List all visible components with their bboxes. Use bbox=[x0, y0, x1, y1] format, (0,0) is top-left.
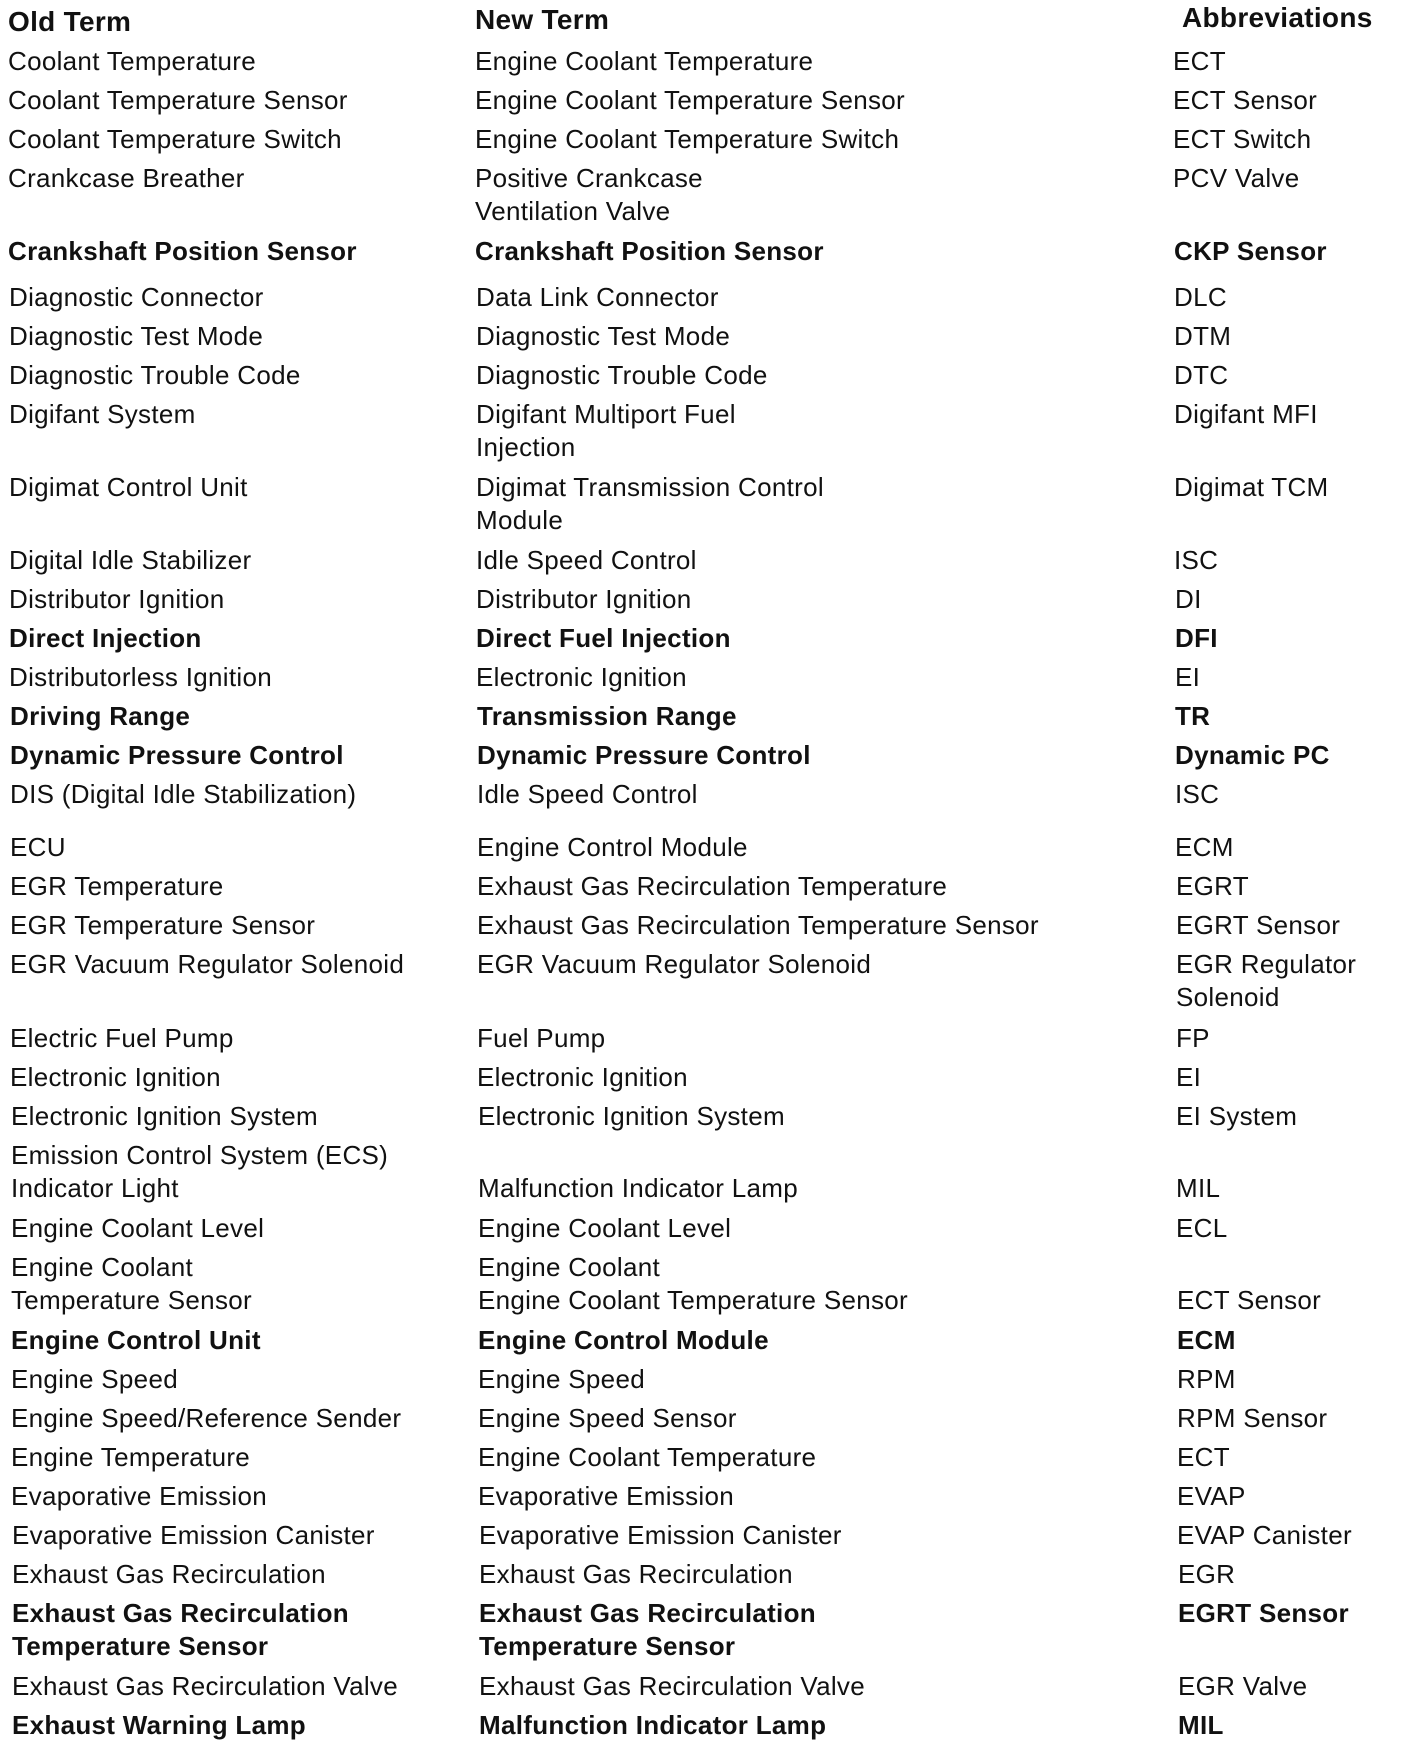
old-term-cell: Coolant Temperature Switch bbox=[8, 124, 342, 154]
old-term-cell: Engine Coolant Level bbox=[11, 1213, 265, 1243]
new-term-cell: Crankshaft Position Sensor bbox=[475, 236, 824, 266]
old-term-cell: DIS (Digital Idle Stabilization) bbox=[10, 779, 357, 809]
old-term-cell: Dynamic Pressure Control bbox=[10, 740, 344, 770]
abbr-term-cell: EI System bbox=[1176, 1101, 1298, 1131]
old-term-cell: Exhaust Gas Recirculation Valve bbox=[12, 1671, 398, 1701]
abbr-term-cell: EI bbox=[1176, 1062, 1202, 1092]
old-term-cell: Digital Idle Stabilizer bbox=[9, 545, 252, 575]
old-term-cell: Electronic Ignition bbox=[10, 1062, 221, 1092]
abbr-term-cell: Solenoid bbox=[1176, 982, 1280, 1012]
new-term-cell: Injection bbox=[476, 432, 576, 462]
old-term-cell: Crankshaft Position Sensor bbox=[8, 236, 357, 266]
old-term-cell: Diagnostic Connector bbox=[9, 282, 264, 312]
old-term-cell: Distributor Ignition bbox=[9, 584, 225, 614]
old-term-cell: Engine Coolant bbox=[11, 1252, 193, 1282]
old-term-cell: Engine Speed/Reference Sender bbox=[11, 1403, 402, 1433]
abbr-term-cell: FP bbox=[1176, 1023, 1210, 1053]
old-term-cell: Electronic Ignition System bbox=[11, 1101, 318, 1131]
old-term-cell: Exhaust Warning Lamp bbox=[12, 1710, 306, 1740]
new-term-cell: Dynamic Pressure Control bbox=[477, 740, 811, 770]
new-term-cell: Malfunction Indicator Lamp bbox=[479, 1710, 827, 1740]
old-term-cell: Temperature Sensor bbox=[11, 1285, 252, 1315]
new-term-cell: Positive Crankcase bbox=[475, 163, 703, 193]
new-term-cell: Evaporative Emission Canister bbox=[479, 1520, 842, 1550]
abbr-term-cell: EGR Regulator bbox=[1176, 949, 1357, 979]
new-term-cell: Engine Speed Sensor bbox=[478, 1403, 737, 1433]
new-term-cell: Engine Coolant bbox=[478, 1252, 660, 1282]
abbr-term-cell: PCV Valve bbox=[1173, 163, 1300, 193]
abbr-term-cell: DTC bbox=[1174, 360, 1229, 390]
new-term-cell: Malfunction Indicator Lamp bbox=[478, 1173, 798, 1203]
new-term-cell: Exhaust Gas Recirculation Valve bbox=[479, 1671, 865, 1701]
new-term-cell: Ventilation Valve bbox=[475, 196, 671, 226]
old-term-cell: Evaporative Emission bbox=[11, 1481, 267, 1511]
header-new-term: New Term bbox=[475, 4, 610, 35]
abbr-term-cell: DTM bbox=[1174, 321, 1232, 351]
abbr-term-cell: ECT bbox=[1173, 46, 1226, 76]
abbr-term-cell: ECT Sensor bbox=[1173, 85, 1318, 115]
new-term-cell: Electronic Ignition bbox=[476, 662, 687, 692]
abbr-term-cell: ISC bbox=[1174, 545, 1219, 575]
abbr-term-cell: EI bbox=[1175, 662, 1201, 692]
header-old-term: Old Term bbox=[8, 6, 132, 37]
header-abbreviations: Abbreviations bbox=[1182, 2, 1373, 33]
old-term-cell: EGR Temperature Sensor bbox=[10, 910, 316, 940]
abbr-term-cell: RPM Sensor bbox=[1177, 1403, 1328, 1433]
new-term-cell: Diagnostic Trouble Code bbox=[476, 360, 768, 390]
abbr-term-cell: MIL bbox=[1178, 1710, 1224, 1740]
abbr-term-cell: DFI bbox=[1175, 623, 1218, 653]
old-term-cell: Crankcase Breather bbox=[8, 163, 245, 193]
abbr-term-cell: Dynamic PC bbox=[1175, 740, 1330, 770]
abbr-term-cell: TR bbox=[1175, 701, 1211, 731]
abbr-term-cell: EGRT bbox=[1176, 871, 1249, 901]
abbr-term-cell: ECT Switch bbox=[1173, 124, 1312, 154]
new-term-cell: Evaporative Emission bbox=[478, 1481, 734, 1511]
new-term-cell: Engine Coolant Temperature bbox=[478, 1442, 817, 1472]
old-term-cell: Exhaust Gas Recirculation bbox=[12, 1598, 349, 1628]
new-term-cell: Engine Coolant Temperature Sensor bbox=[475, 85, 906, 115]
abbr-term-cell: RPM bbox=[1177, 1364, 1236, 1394]
old-term-cell: Temperature Sensor bbox=[12, 1631, 269, 1661]
abbr-term-cell: Digifant MFI bbox=[1174, 399, 1318, 429]
new-term-cell: Engine Control Module bbox=[477, 832, 748, 862]
new-term-cell: Electronic Ignition System bbox=[478, 1101, 785, 1131]
abbr-term-cell: ECT bbox=[1177, 1442, 1230, 1472]
new-term-cell: Engine Coolant Temperature Sensor bbox=[478, 1285, 909, 1315]
abbr-term-cell: EVAP Canister bbox=[1177, 1520, 1352, 1550]
new-term-cell: Electronic Ignition bbox=[477, 1062, 688, 1092]
abbr-term-cell: EGRT Sensor bbox=[1178, 1598, 1349, 1628]
abbr-term-cell: EGRT Sensor bbox=[1176, 910, 1341, 940]
old-term-cell: Digifant System bbox=[9, 399, 196, 429]
old-term-cell: Coolant Temperature bbox=[8, 46, 257, 76]
old-term-cell: Engine Control Unit bbox=[11, 1325, 261, 1355]
old-term-cell: EGR Temperature bbox=[10, 871, 224, 901]
abbr-term-cell: CKP Sensor bbox=[1174, 236, 1327, 266]
old-term-cell: Emission Control System (ECS) bbox=[11, 1140, 389, 1170]
new-term-cell: Digifant Multiport Fuel bbox=[476, 399, 736, 429]
old-term-cell: EGR Vacuum Regulator Solenoid bbox=[10, 949, 405, 979]
old-term-cell: Diagnostic Test Mode bbox=[9, 321, 264, 351]
new-term-cell: Idle Speed Control bbox=[477, 779, 698, 809]
new-term-cell: Module bbox=[476, 505, 564, 535]
new-term-cell: Fuel Pump bbox=[477, 1023, 606, 1053]
old-term-cell: Direct Injection bbox=[9, 623, 202, 653]
new-term-cell: Direct Fuel Injection bbox=[476, 623, 731, 653]
new-term-cell: Digimat Transmission Control bbox=[476, 472, 824, 502]
abbr-term-cell: EVAP bbox=[1177, 1481, 1246, 1511]
new-term-cell: Exhaust Gas Recirculation Temperature bbox=[477, 871, 948, 901]
new-term-cell: Engine Speed bbox=[478, 1364, 645, 1394]
abbr-term-cell: EGR Valve bbox=[1178, 1671, 1308, 1701]
old-term-cell: Indicator Light bbox=[11, 1173, 179, 1203]
new-term-cell: Engine Coolant Level bbox=[478, 1213, 732, 1243]
new-term-cell: Idle Speed Control bbox=[476, 545, 697, 575]
abbr-term-cell: ECT Sensor bbox=[1177, 1285, 1322, 1315]
new-term-cell: Exhaust Gas Recirculation bbox=[479, 1559, 793, 1589]
abbr-term-cell: ECL bbox=[1176, 1213, 1228, 1243]
new-term-cell: Engine Coolant Temperature Switch bbox=[475, 124, 900, 154]
new-term-cell: Exhaust Gas Recirculation bbox=[479, 1598, 816, 1628]
abbr-term-cell: EGR bbox=[1178, 1559, 1236, 1589]
old-term-cell: ECU bbox=[10, 832, 66, 862]
abbr-term-cell: Digimat TCM bbox=[1174, 472, 1329, 502]
old-term-cell: Coolant Temperature Sensor bbox=[8, 85, 348, 115]
new-term-cell: Engine Coolant Temperature bbox=[475, 46, 814, 76]
new-term-cell: EGR Vacuum Regulator Solenoid bbox=[477, 949, 872, 979]
old-term-cell: Exhaust Gas Recirculation bbox=[12, 1559, 326, 1589]
old-term-cell: Electric Fuel Pump bbox=[10, 1023, 234, 1053]
old-term-cell: Evaporative Emission Canister bbox=[12, 1520, 375, 1550]
new-term-cell: Transmission Range bbox=[477, 701, 737, 731]
old-term-cell: Distributorless Ignition bbox=[9, 662, 272, 692]
old-term-cell: Engine Temperature bbox=[11, 1442, 251, 1472]
abbr-term-cell: DI bbox=[1175, 584, 1202, 614]
new-term-cell: Engine Control Module bbox=[478, 1325, 769, 1355]
abbr-term-cell: MIL bbox=[1176, 1173, 1221, 1203]
new-term-cell: Temperature Sensor bbox=[479, 1631, 736, 1661]
old-term-cell: Driving Range bbox=[10, 701, 191, 731]
new-term-cell: Diagnostic Test Mode bbox=[476, 321, 731, 351]
new-term-cell: Data Link Connector bbox=[476, 282, 719, 312]
old-term-cell: Digimat Control Unit bbox=[9, 472, 248, 502]
abbr-term-cell: ECM bbox=[1177, 1325, 1236, 1355]
new-term-cell: Distributor Ignition bbox=[476, 584, 692, 614]
abbr-term-cell: ECM bbox=[1175, 832, 1234, 862]
old-term-cell: Engine Speed bbox=[11, 1364, 178, 1394]
abbr-term-cell: ISC bbox=[1175, 779, 1220, 809]
old-term-cell: Diagnostic Trouble Code bbox=[9, 360, 301, 390]
abbr-term-cell: DLC bbox=[1174, 282, 1227, 312]
new-term-cell: Exhaust Gas Recirculation Temperature Sensor bbox=[477, 910, 1039, 940]
